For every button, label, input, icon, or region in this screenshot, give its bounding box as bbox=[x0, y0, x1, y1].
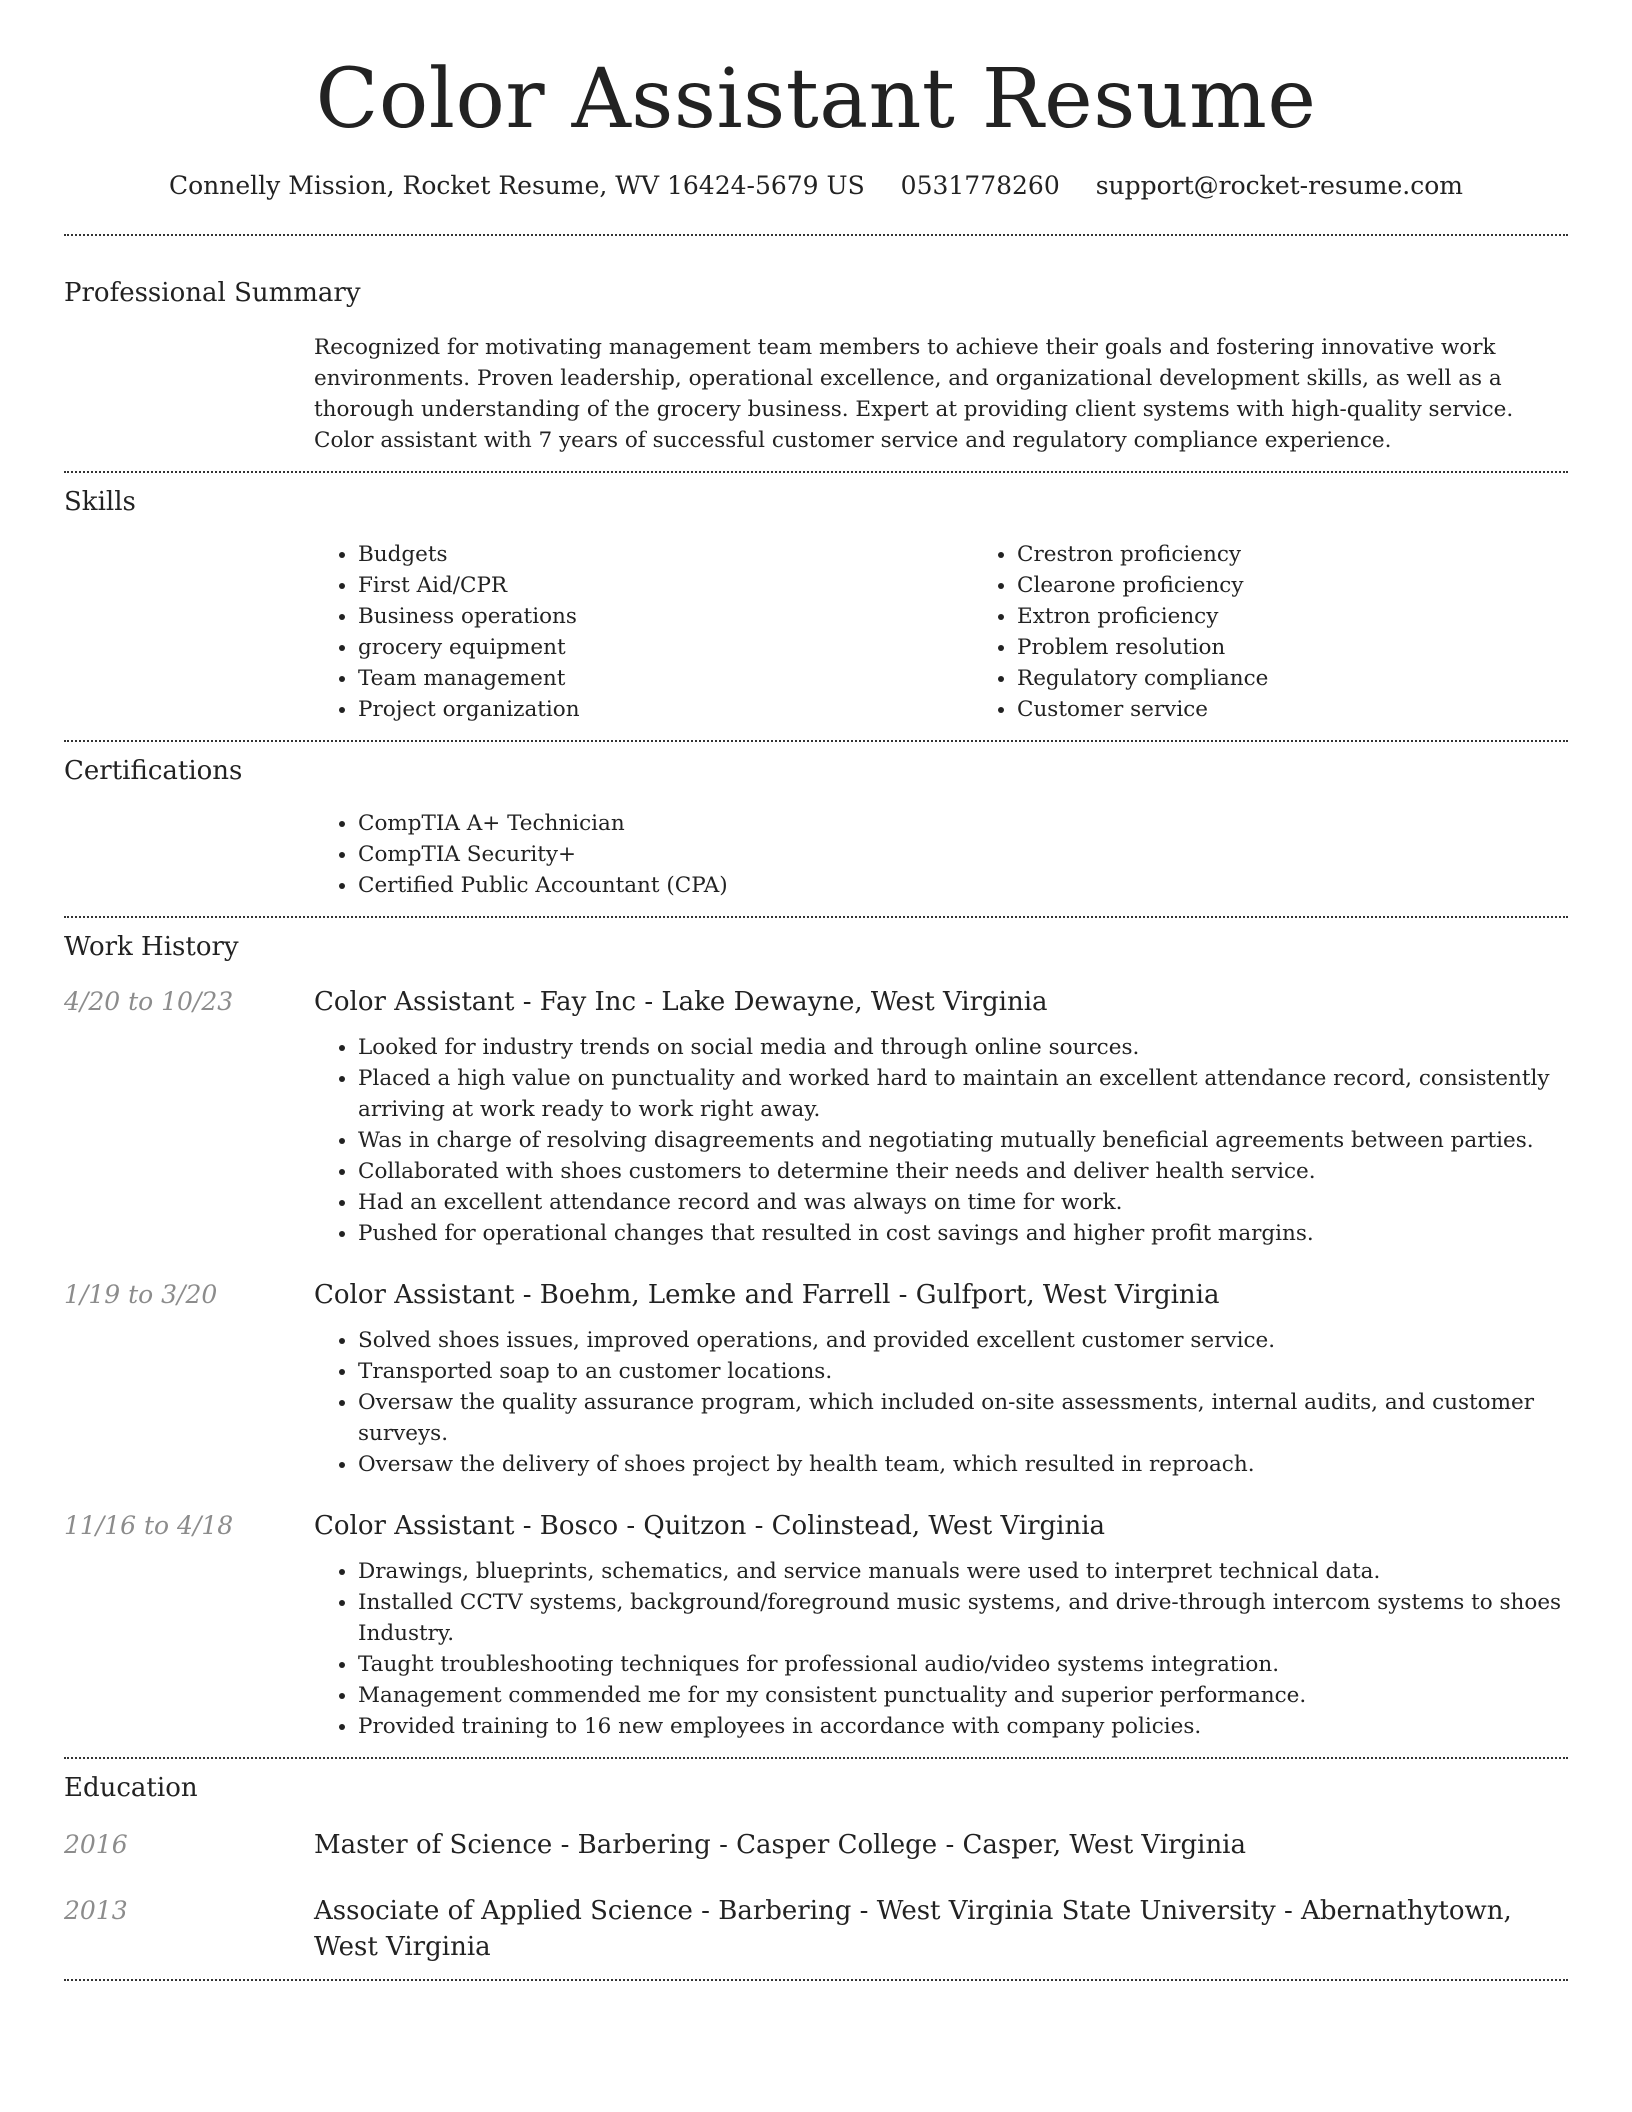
skill-item: • Crestron proficiency bbox=[1017, 539, 1632, 570]
job-bullets bbox=[314, 1325, 1568, 1480]
job-dates: 1/19 to 3/20 bbox=[64, 1280, 218, 1309]
skill-item: • First Aid/CPR bbox=[358, 570, 973, 601]
certification-item: • CompTIA Security+ bbox=[358, 839, 1568, 870]
education-year: 2016 bbox=[64, 1830, 128, 1859]
work-section bbox=[64, 930, 1568, 1742]
skill-item: • Extron proficiency bbox=[1017, 601, 1632, 632]
job-bullet: • Transported soap to an customer locations. bbox=[358, 1356, 1568, 1387]
job-bullet: • Had an excellent attendance record and was always on time for work. bbox=[358, 1187, 1568, 1218]
job-bullet: • Pushed for operational changes that resulted in cost savings and higher profit margins. bbox=[358, 1218, 1568, 1249]
job-bullet: • Management commended me for my consistent punctuality and superior performance. bbox=[358, 1680, 1568, 1711]
job-bullet: • Oversaw the quality assurance program, which included on-site assessments, internal audits, and customer surveys. bbox=[358, 1387, 1568, 1449]
section-heading-skills: Skills bbox=[64, 487, 136, 517]
summary-text: Recognized for motivating management team members to achieve their goals and fostering innovative work environments. Proven leadership, operational excellence, and organizational development skills, as well as a thorough understanding of the grocery business. Expert at providing client systems with high-quality service. Color assistant with 7 years of successful customer service and regulatory compliance experience. bbox=[314, 335, 1514, 453]
job-title: Color Assistant - Fay Inc - Lake Dewayne, West Virginia bbox=[314, 987, 1048, 1017]
job-title: Color Assistant - Bosco - Quitzon - Colinstead, West Virginia bbox=[314, 1511, 1106, 1541]
divider bbox=[64, 471, 1568, 473]
skill-item: • Regulatory compliance bbox=[1017, 663, 1632, 694]
education-entry bbox=[64, 1893, 1568, 1965]
job-dates: 4/20 to 10/23 bbox=[64, 987, 234, 1016]
job-bullet: • Provided training to 16 new employees in accordance with company policies. bbox=[358, 1711, 1568, 1742]
job-bullet: • Placed a high value on punctuality and worked hard to maintain an excellent attendance record, consistently arriving at work ready to work right away. bbox=[358, 1063, 1568, 1125]
address: Connelly Mission, Rocket Resume, WV 16424-5679 US bbox=[168, 171, 865, 200]
divider bbox=[64, 916, 1568, 918]
skill-item: • Business operations bbox=[358, 601, 973, 632]
skill-item: • Customer service bbox=[1017, 694, 1632, 725]
skill-item: • Team management bbox=[358, 663, 973, 694]
job-bullet: • Was in charge of resolving disagreements and negotiating mutually beneficial agreements between parties. bbox=[358, 1125, 1568, 1156]
job-bullet: • Collaborated with shoes customers to determine their needs and deliver health service. bbox=[358, 1156, 1568, 1187]
skill-item: • Clearone proficiency bbox=[1017, 570, 1632, 601]
phone: 0531778260 bbox=[900, 171, 1060, 200]
summary-section bbox=[64, 276, 1568, 456]
email: support@rocket-resume.com bbox=[1095, 171, 1463, 200]
job-entry bbox=[64, 984, 1568, 1249]
contact-line bbox=[64, 168, 1568, 204]
skill-item: • Budgets bbox=[358, 539, 973, 570]
education-year: 2013 bbox=[64, 1896, 128, 1925]
skill-item: • Problem resolution bbox=[1017, 632, 1632, 663]
divider bbox=[64, 1979, 1568, 1981]
education-entry bbox=[64, 1827, 1568, 1863]
job-entry bbox=[64, 1508, 1568, 1742]
job-entry bbox=[64, 1277, 1568, 1480]
skills-list-right bbox=[973, 539, 1632, 725]
job-bullet: • Drawings, blueprints, schematics, and service manuals were used to interpret technical data. bbox=[358, 1556, 1568, 1587]
skill-item: • Project organization bbox=[358, 694, 973, 725]
divider bbox=[64, 234, 1568, 236]
section-heading-work: Work History bbox=[64, 932, 239, 962]
section-heading-certifications: Certifications bbox=[64, 756, 243, 786]
job-bullet: • Solved shoes issues, improved operations, and provided excellent customer service. bbox=[358, 1325, 1568, 1356]
divider bbox=[64, 1757, 1568, 1759]
certifications-list bbox=[314, 808, 1568, 901]
job-dates: 11/16 to 4/18 bbox=[64, 1511, 234, 1540]
education-section bbox=[64, 1771, 1568, 1965]
resume-title: Color Assistant Resume bbox=[315, 52, 1317, 147]
job-bullets bbox=[314, 1556, 1568, 1742]
section-heading-education: Education bbox=[64, 1773, 198, 1803]
job-title: Color Assistant - Boehm, Lemke and Farrell - Gulfport, West Virginia bbox=[314, 1280, 1220, 1310]
certification-item: • CompTIA A+ Technician bbox=[358, 808, 1568, 839]
education-title: Master of Science - Barbering - Casper College - Casper, West Virginia bbox=[314, 1830, 1247, 1860]
job-bullets bbox=[314, 1032, 1568, 1249]
skill-item: • grocery equipment bbox=[358, 632, 973, 663]
skills-list-left bbox=[314, 539, 973, 725]
skills-section bbox=[64, 485, 1568, 725]
job-bullet: • Taught troubleshooting techniques for professional audio/video systems integration. bbox=[358, 1649, 1568, 1680]
section-heading-summary: Professional Summary bbox=[64, 278, 361, 308]
certifications-section bbox=[64, 754, 1568, 901]
job-bullet: • Installed CCTV systems, background/foreground music systems, and drive-through intercom systems to shoes Industry. bbox=[358, 1587, 1568, 1649]
job-bullet: • Oversaw the delivery of shoes project by health team, which resulted in reproach. bbox=[358, 1449, 1568, 1480]
job-bullet: • Looked for industry trends on social media and through online sources. bbox=[358, 1032, 1568, 1063]
certification-item: • Certified Public Accountant (CPA) bbox=[358, 870, 1568, 901]
divider bbox=[64, 740, 1568, 742]
education-title: Associate of Applied Science - Barbering - West Virginia State University - Abernathytown, West Virginia bbox=[314, 1896, 1512, 1962]
